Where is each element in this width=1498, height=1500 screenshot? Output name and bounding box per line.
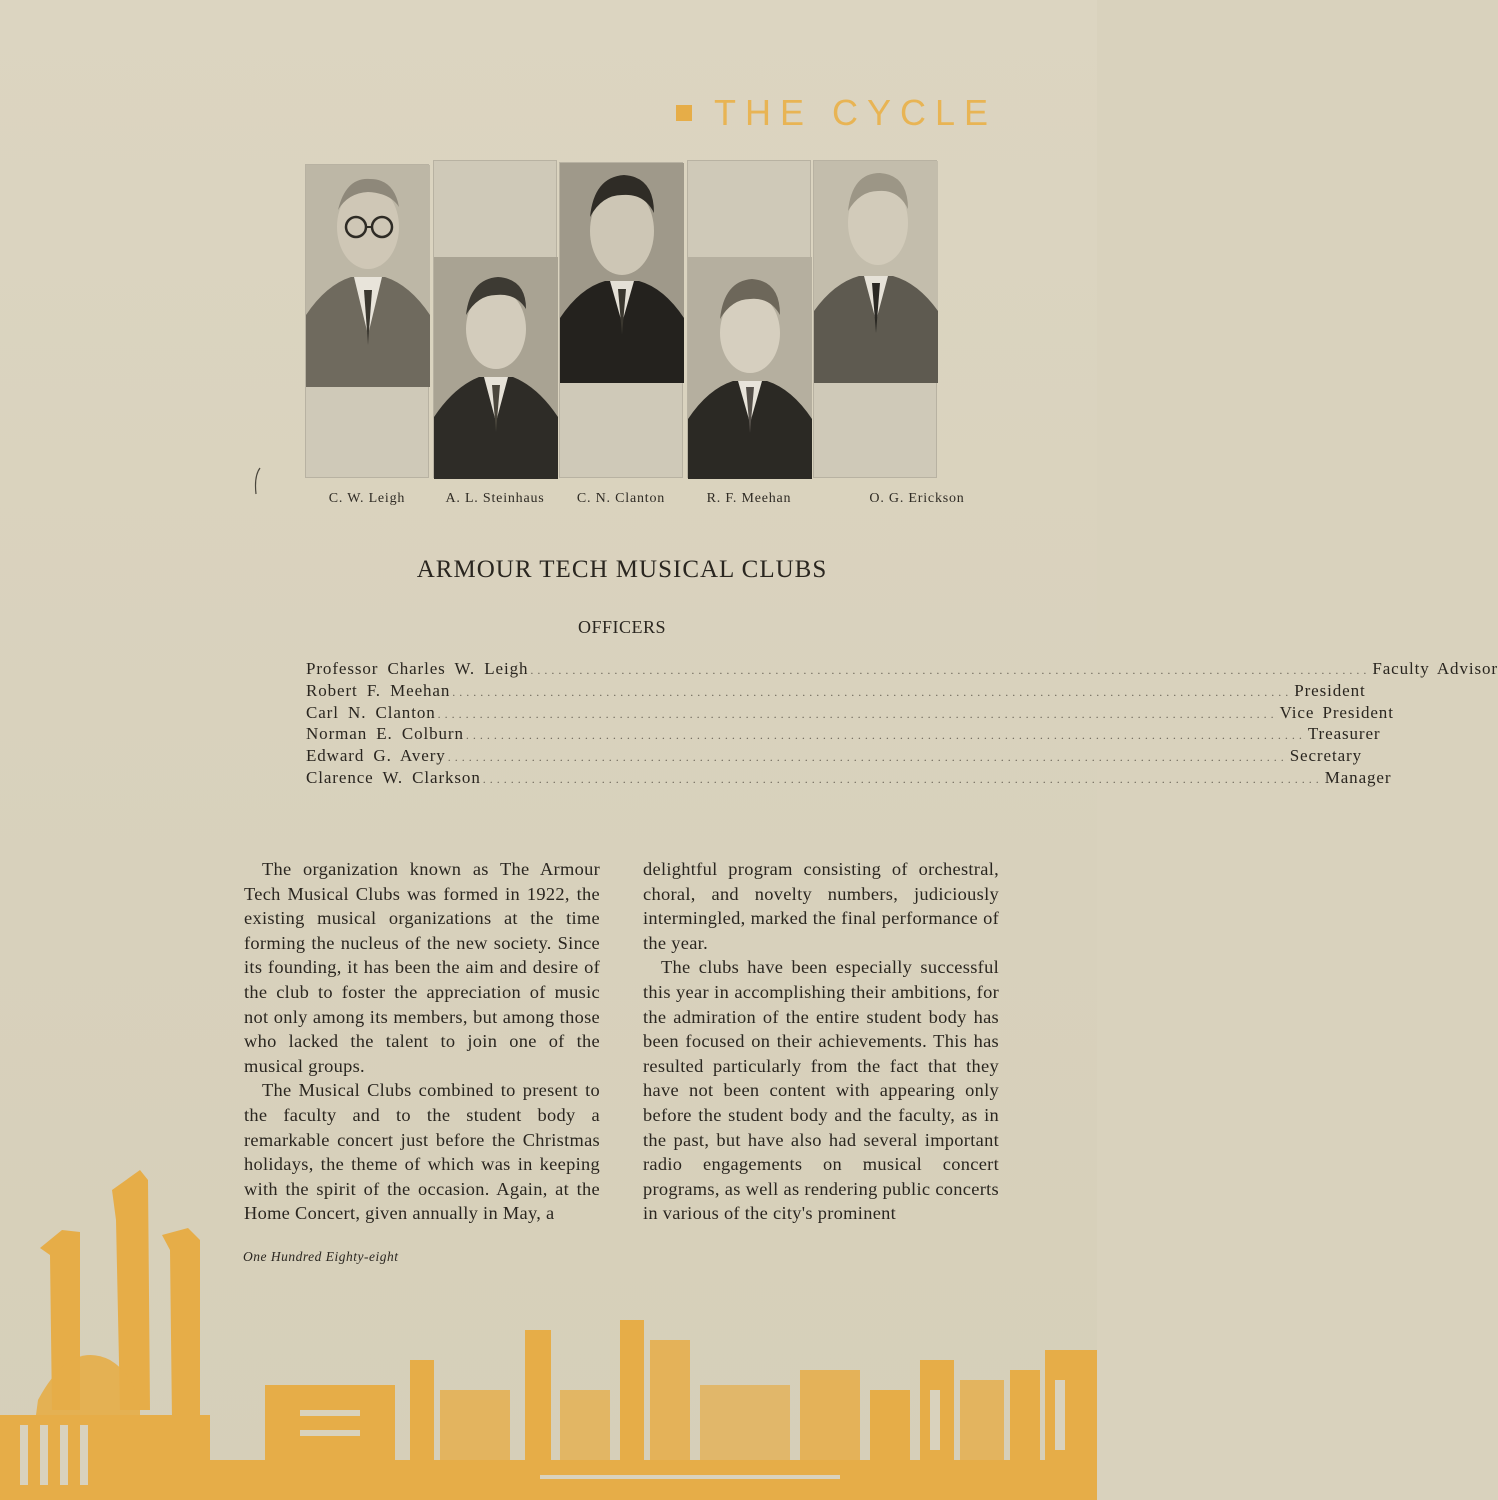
officer-title: President [1294, 680, 1366, 700]
officer-title: Treasurer [1307, 724, 1381, 744]
photo-steinhaus [433, 160, 557, 478]
photo-leigh [305, 164, 429, 478]
portrait-meehan [688, 257, 812, 479]
officer-title: Vice President [1279, 702, 1394, 722]
portrait-clanton [560, 163, 684, 383]
officer-name: Clarence W. Clarkson [306, 767, 481, 787]
caption-erickson: O. G. Erickson [869, 491, 965, 506]
photo-meehan [687, 160, 811, 478]
photo-erickson [813, 160, 937, 478]
officer-row [306, 680, 1366, 703]
officer-row [306, 724, 1381, 746]
leader-dots: ........................................................................................................................ [530, 663, 1371, 677]
officer-row [306, 767, 1392, 790]
paragraph: The organization known as The Armour Tech Musical Clubs was formed in 1922, the existing musical organizations at the time forming the nucleus of the new society. Since its founding, it has been the aim and desire of the club to foster the appreciation of music not only among its members, but among those who lacked the talent to join one of the musical groups. [244, 859, 600, 1076]
margin-pencil-mark [250, 466, 264, 496]
officer-name: Edward G. Avery [306, 746, 446, 766]
officers-list [306, 659, 1498, 790]
page-header [676, 92, 997, 134]
caption-meehan: R. F. Meehan [706, 491, 792, 506]
officer-row [306, 702, 1394, 725]
paragraph: The Musical Clubs combined to present to the faculty and to the student body a remarkable concert just before the Christmas holidays, the theme of which was in keeping with the spirit of the occasion. Again, at the Home Concert, given annually in May, a [244, 1080, 600, 1224]
paragraph: The clubs have been especially successful this year in accomplishing their ambitions, for the admiration of the entire student body has been focused on their achievements. This has resulted particularly from the fact that they have not been content with appearing only before the student body and the faculty, as in the past, but have also had several important radio engagements on musical concert programs, as well as rendering public concerts in various of the city's prominent [643, 957, 999, 1224]
portrait-leigh [306, 165, 430, 387]
leader-dots: ........................................................................................................................ [447, 750, 1288, 765]
officer-name: Professor Charles W. Leigh [306, 659, 529, 678]
club-title: ARMOUR TECH MUSICAL CLUBS [416, 556, 828, 583]
officer-name: Carl N. Clanton [306, 702, 436, 722]
leader-dots: ........................................................................................................................ [465, 728, 1306, 743]
skyline-illustration [0, 1160, 1097, 1500]
officer-title: Faculty Advisor [1372, 659, 1498, 678]
leader-dots: ........................................................................................................................ [437, 706, 1278, 721]
officer-title: Manager [1324, 767, 1392, 787]
leader-dots: ........................................................................................................................ [452, 684, 1293, 699]
caption-steinhaus: A. L. Steinhaus [445, 491, 545, 506]
officer-title: Secretary [1289, 746, 1362, 766]
officer-photos [305, 160, 939, 478]
photo-clanton [559, 162, 683, 478]
officer-row [306, 659, 1498, 681]
officer-name: Norman E. Colburn [306, 724, 464, 744]
officer-name: Robert F. Meehan [306, 680, 451, 700]
officers-heading: OFFICERS [577, 617, 667, 637]
portrait-steinhaus [434, 257, 558, 479]
header-title: THE CYCLE [713, 92, 997, 133]
header-square-ornament [676, 105, 692, 121]
caption-leigh: C. W. Leigh [328, 491, 406, 506]
photo-captions [305, 491, 965, 511]
caption-clanton: C. N. Clanton [576, 491, 666, 506]
page-number-label: One Hundred Eighty-eight [243, 1249, 399, 1264]
leader-dots: ........................................................................................................................ [482, 771, 1323, 786]
portrait-erickson [814, 161, 938, 383]
paragraph: delightful program consisting of orchestral, choral, and novelty numbers, judiciously intermingled, marked the final performance of the year. [643, 859, 999, 953]
officer-row [306, 746, 1362, 768]
